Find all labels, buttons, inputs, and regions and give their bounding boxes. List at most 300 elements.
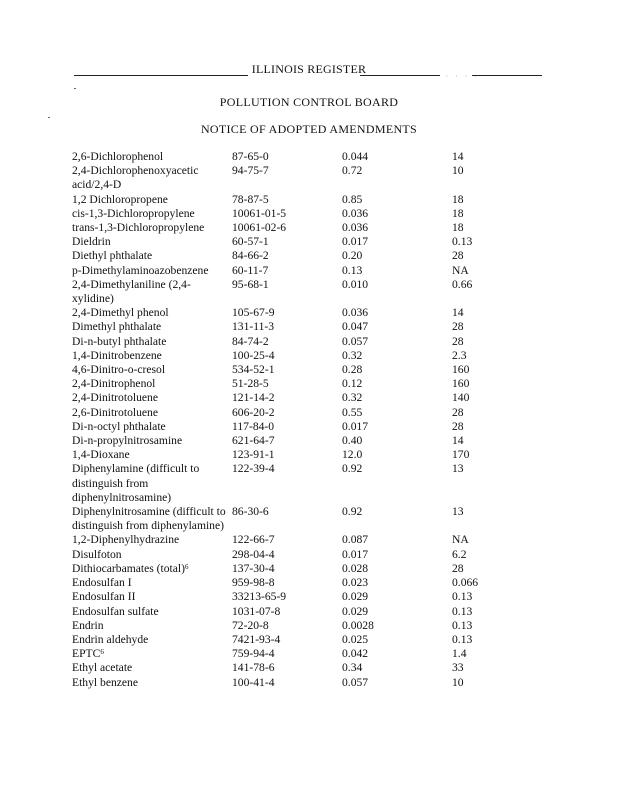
cas-number-text: 105-67-9 [232, 306, 275, 320]
table-row [72, 448, 522, 462]
cas-number [232, 619, 342, 633]
wastewater-value-text: 0.85 [342, 192, 363, 206]
wastewater-value-text: 0.087 [342, 533, 369, 547]
cas-number-text: 33213-65-9 [232, 590, 287, 604]
scan-speck [48, 117, 50, 118]
constituent-name-text: Dithiocarbamates (total) [72, 561, 185, 575]
board-title: POLLUTION CONTROL BOARD [219, 95, 399, 109]
constituent-name-text: Diethyl phthalate [72, 249, 153, 263]
table-row [72, 505, 522, 533]
nonwastewater-value [452, 320, 522, 334]
constituent-name-text: Dieldrin [72, 235, 111, 249]
cas-number [232, 164, 342, 192]
wastewater-value-text: 0.20 [342, 249, 363, 263]
nonwastewater-value-text: 170 [452, 448, 470, 462]
cas-number-text: 122-66-7 [232, 533, 275, 547]
table-row [72, 576, 522, 590]
constituent-name-text: 1,2-Diphenylhydrazine [72, 533, 180, 547]
table-row [72, 193, 522, 207]
wastewater-value [342, 505, 452, 533]
table-row [72, 391, 522, 405]
notice-title: NOTICE OF ADOPTED AMENDMENTS [200, 122, 418, 136]
constituent-name-text: Endosulfan II [72, 590, 136, 604]
nonwastewater-value [452, 505, 522, 533]
constituent-name [72, 462, 232, 505]
wastewater-value-text: 0.044 [342, 150, 369, 163]
nonwastewater-value-text: 28 [452, 334, 464, 348]
constituent-name-text: Endosulfan I [72, 576, 132, 590]
constituent-name [72, 363, 232, 377]
cas-number [232, 548, 342, 562]
cas-number [232, 434, 342, 448]
wastewater-value-text: 0.029 [342, 604, 369, 618]
wastewater-value [342, 349, 452, 363]
cas-number-text: 84-74-2 [232, 334, 269, 348]
cas-number [232, 633, 342, 647]
nonwastewater-value [452, 377, 522, 391]
constituent-name [72, 548, 232, 562]
nonwastewater-value [452, 221, 522, 235]
cas-number [232, 420, 342, 434]
wastewater-value-text: 0.32 [342, 348, 363, 362]
cas-number-text: 131-11-3 [232, 320, 275, 334]
scan-speck [74, 88, 76, 89]
cas-number [232, 264, 342, 278]
table-row [72, 249, 522, 263]
nonwastewater-value-text: 33 [452, 661, 464, 675]
constituent-name-text: Ethyl acetate [72, 661, 133, 675]
wastewater-value-text: 0.036 [342, 306, 369, 320]
wastewater-value [342, 406, 452, 420]
cas-number [232, 221, 342, 235]
wastewater-value [342, 533, 452, 547]
nonwastewater-value-text: 18 [452, 206, 464, 220]
table-row [72, 619, 522, 633]
constituent-name [72, 406, 232, 420]
cas-number-text: 95-68-1 [232, 277, 269, 291]
wastewater-value-text: 0.92 [342, 505, 363, 519]
constituent-name-text: 2,4-Dimethylaniline (2,4-xylidine) [72, 277, 191, 306]
wastewater-value [342, 306, 452, 320]
table-row [72, 462, 522, 505]
wastewater-value-text: 0.036 [342, 206, 369, 220]
cas-number [232, 335, 342, 349]
table-row [72, 661, 522, 675]
table-row [72, 533, 522, 547]
nonwastewater-value-text: 6.2 [452, 547, 467, 561]
cas-number-text: 621-64-7 [232, 434, 275, 448]
nonwastewater-value-text: 0.66 [452, 277, 473, 291]
constituent-name-text: 1,4-Dinitrobenzene [72, 348, 162, 362]
constituent-name [72, 349, 232, 363]
constituent-name [72, 278, 232, 306]
constituent-name [72, 676, 232, 690]
nonwastewater-value-text: 14 [452, 434, 464, 448]
constituent-name [72, 235, 232, 249]
nonwastewater-value [452, 363, 522, 377]
constituent-name [72, 505, 232, 533]
wastewater-value [342, 377, 452, 391]
wastewater-value [342, 590, 452, 604]
wastewater-value [342, 221, 452, 235]
nonwastewater-value-text: 160 [452, 377, 470, 391]
wastewater-value-text: 0.55 [342, 405, 363, 419]
constituent-name [72, 434, 232, 448]
cas-number-text: 10061-01-5 [232, 206, 287, 220]
wastewater-value [342, 434, 452, 448]
constituent-name [72, 590, 232, 604]
nonwastewater-value [452, 562, 522, 576]
constituent-name-text: EPTC [72, 647, 101, 661]
cas-number [232, 647, 342, 661]
cas-number-text: 7421-93-4 [232, 632, 281, 646]
nonwastewater-value-text: 1.4 [452, 647, 467, 661]
nonwastewater-value [452, 420, 522, 434]
nonwastewater-value [452, 462, 522, 505]
wastewater-value [342, 676, 452, 690]
constituent-name-text: Endrin [72, 618, 104, 632]
cas-number-text: 959-98-8 [232, 576, 275, 590]
nonwastewater-value [452, 249, 522, 263]
cas-number [232, 533, 342, 547]
table-row [72, 377, 522, 391]
nonwastewater-value [452, 661, 522, 675]
wastewater-value-text: 0.12 [342, 377, 363, 391]
nonwastewater-value-text: 13 [452, 505, 464, 519]
cas-number-text: 60-57-1 [232, 235, 269, 249]
nonwastewater-value-text: 0.13 [452, 235, 473, 249]
constituent-name [72, 533, 232, 547]
wastewater-value [342, 235, 452, 249]
cas-number-text: 87-65-0 [232, 150, 269, 163]
cas-number [232, 349, 342, 363]
constituent-name-text: 1,2 Dichloropropene [72, 192, 168, 206]
wastewater-value-text: 0.023 [342, 576, 369, 590]
nonwastewater-value [452, 264, 522, 278]
constituent-name-text: Diphenylnitrosamine (difficult to distinguish from diphenylamine) [72, 505, 226, 533]
nonwastewater-value [452, 349, 522, 363]
constituent-name-text: Disulfoton [72, 547, 122, 561]
constituent-name-text: Di-n-octyl phthalate [72, 419, 166, 433]
cas-number-text: 121-14-2 [232, 391, 275, 405]
nonwastewater-value-text: 28 [452, 419, 464, 433]
nonwastewater-value-text: 28 [452, 561, 464, 575]
cas-number [232, 661, 342, 675]
nonwastewater-value-text: 0.13 [452, 590, 473, 604]
nonwastewater-value-text: 14 [452, 306, 464, 320]
nonwastewater-value-text: 0.13 [452, 632, 473, 646]
constituent-name [72, 207, 232, 221]
cas-number-text: 298-04-4 [232, 547, 275, 561]
table-row [72, 676, 522, 690]
wastewater-value [342, 448, 452, 462]
wastewater-value [342, 249, 452, 263]
wastewater-value-text: 0.025 [342, 632, 369, 646]
header-rule-dots: · · · · [446, 74, 480, 80]
table-row [72, 548, 522, 562]
wastewater-value-text: 0.028 [342, 561, 369, 575]
wastewater-value-text: 0.017 [342, 235, 369, 249]
constituent-name [72, 576, 232, 590]
register-title: ILLINOIS REGISTER [251, 62, 367, 76]
table-row [72, 605, 522, 619]
nonwastewater-value-text: NA [452, 263, 469, 277]
table-row [72, 349, 522, 363]
wastewater-value-text: 0.036 [342, 221, 369, 235]
nonwastewater-value [452, 676, 522, 690]
wastewater-value-text: 0.13 [342, 263, 363, 277]
cas-number-text: 123-91-1 [232, 448, 275, 462]
constituent-name-text: 1,4-Dioxane [72, 448, 130, 462]
wastewater-value-text: 0.28 [342, 363, 363, 377]
nonwastewater-value-text: 0.13 [452, 618, 473, 632]
constituent-name-text: p-Dimethylaminoazobenzene [72, 263, 209, 277]
constituent-name-text: 2,6-Dinitrotoluene [72, 405, 158, 419]
constituent-name-text: 2,4-Dinitrophenol [72, 377, 156, 391]
constituent-name-text: Di-n-butyl phthalate [72, 334, 167, 348]
constituent-name [72, 633, 232, 647]
wastewater-value-text: 0.057 [342, 334, 369, 348]
wastewater-value-text: 0.0028 [342, 618, 374, 632]
nonwastewater-value [452, 207, 522, 221]
wastewater-value [342, 264, 452, 278]
table-row [72, 590, 522, 604]
cas-number [232, 278, 342, 306]
wastewater-value [342, 335, 452, 349]
constituent-name [72, 377, 232, 391]
cas-number [232, 448, 342, 462]
table-row [72, 306, 522, 320]
constituent-name [72, 264, 232, 278]
constituent-name-text: 2,6-Dichlorophenol [72, 150, 164, 163]
nonwastewater-value [452, 306, 522, 320]
wastewater-value [342, 647, 452, 661]
nonwastewater-value [452, 647, 522, 661]
wastewater-value-text: 0.40 [342, 434, 363, 448]
cas-number-text: 141-78-6 [232, 661, 275, 675]
table-row [72, 647, 522, 661]
wastewater-value-text: 0.72 [342, 164, 363, 178]
table-row [72, 264, 522, 278]
cas-number-text: 606-20-2 [232, 405, 275, 419]
constituent-name-text: Di-n-propylnitrosamine [72, 434, 183, 448]
constituent-name [72, 164, 232, 192]
wastewater-value-text: 0.92 [342, 462, 363, 476]
cas-number [232, 363, 342, 377]
cas-number-text: 60-11-7 [232, 263, 269, 277]
table-row [72, 434, 522, 448]
nonwastewater-value [452, 448, 522, 462]
nonwastewater-value [452, 278, 522, 306]
constituent-name [72, 306, 232, 320]
cas-number [232, 377, 342, 391]
constituent-name [72, 193, 232, 207]
constituent-name [72, 391, 232, 405]
wastewater-value-text: 0.057 [342, 675, 369, 689]
cas-number [232, 676, 342, 690]
table-row [72, 235, 522, 249]
nonwastewater-value [452, 548, 522, 562]
constituent-name [72, 320, 232, 334]
cas-number-text: 94-75-7 [232, 164, 269, 178]
cas-number [232, 576, 342, 590]
constituent-table [72, 150, 522, 690]
nonwastewater-value-text: 140 [452, 391, 470, 405]
nonwastewater-value-text: 0.13 [452, 604, 473, 618]
nonwastewater-value-text: 18 [452, 221, 464, 235]
constituent-name-text: 4,6-Dinitro-o-cresol [72, 363, 166, 377]
nonwastewater-value-text: 18 [452, 192, 464, 206]
nonwastewater-value [452, 335, 522, 349]
wastewater-value-text: 0.010 [342, 277, 369, 291]
cas-number-text: 137-30-4 [232, 561, 275, 575]
wastewater-value [342, 193, 452, 207]
cas-number [232, 320, 342, 334]
cas-number [232, 193, 342, 207]
wastewater-value [342, 562, 452, 576]
constituent-name-text: Dimethyl phthalate [72, 320, 162, 334]
table-row [72, 633, 522, 647]
table-row [72, 320, 522, 334]
wastewater-value [342, 548, 452, 562]
constituent-name [72, 562, 232, 576]
nonwastewater-value-text: 10 [452, 164, 464, 178]
cas-number-text: 51-28-5 [232, 377, 269, 391]
nonwastewater-value-text: 2.3 [452, 348, 467, 362]
constituent-name-text: trans-1,3-Dichloropropylene [72, 221, 205, 235]
nonwastewater-value [452, 164, 522, 192]
nonwastewater-value-text: 28 [452, 249, 464, 263]
wastewater-value [342, 164, 452, 192]
table-row [72, 164, 522, 192]
table-row [72, 221, 522, 235]
nonwastewater-value [452, 391, 522, 405]
constituent-name-text: 2,4-Dinitrotoluene [72, 391, 158, 405]
table-row [72, 562, 522, 576]
nonwastewater-value [452, 590, 522, 604]
constituent-name-text: cis-1,3-Dichloropropylene [72, 206, 195, 220]
cas-number [232, 235, 342, 249]
cas-number-text: 534-52-1 [232, 363, 275, 377]
nonwastewater-value [452, 605, 522, 619]
nonwastewater-value [452, 406, 522, 420]
cas-number [232, 207, 342, 221]
table-body [72, 150, 522, 690]
cas-number [232, 406, 342, 420]
constituent-name [72, 605, 232, 619]
wastewater-value [342, 207, 452, 221]
cas-number-text: 86-30-6 [232, 505, 269, 519]
cas-number-text: 759-94-4 [232, 647, 275, 661]
nonwastewater-value-text: 14 [452, 150, 464, 163]
constituent-name-text: Ethyl benzene [72, 675, 138, 689]
nonwastewater-value [452, 434, 522, 448]
wastewater-value-text: 0.34 [342, 661, 363, 675]
nonwastewater-value-text: NA [452, 533, 469, 547]
constituent-name [72, 335, 232, 349]
nonwastewater-value-text: 10 [452, 675, 464, 689]
wastewater-value-text: 0.017 [342, 547, 369, 561]
cas-number [232, 462, 342, 505]
constituent-name-text: 2,4-Dimethyl phenol [72, 306, 169, 320]
cas-number [232, 306, 342, 320]
wastewater-value-text: 0.029 [342, 590, 369, 604]
table-row [72, 207, 522, 221]
cas-number-text: 84-66-2 [232, 249, 269, 263]
cas-number-text: 100-41-4 [232, 675, 275, 689]
nonwastewater-value-text: 28 [452, 320, 464, 334]
wastewater-value [342, 605, 452, 619]
table-row [72, 150, 522, 164]
cas-number-text: 117-84-0 [232, 419, 275, 433]
constituent-name [72, 619, 232, 633]
cas-number [232, 150, 342, 164]
constituent-name [72, 420, 232, 434]
cas-number-text: 1031-07-8 [232, 604, 281, 618]
wastewater-value [342, 661, 452, 675]
nonwastewater-value-text: 0.066 [452, 576, 479, 590]
cas-number-text: 78-87-5 [232, 192, 269, 206]
constituent-name-text: 2,4-Dichlorophenoxyacetic acid/2,4-D [72, 164, 199, 192]
constituent-name [72, 249, 232, 263]
wastewater-value-text: 0.047 [342, 320, 369, 334]
table-row [72, 363, 522, 377]
nonwastewater-value [452, 193, 522, 207]
wastewater-value-text: 0.32 [342, 391, 363, 405]
nonwastewater-value [452, 235, 522, 249]
wastewater-value-text: 0.042 [342, 647, 369, 661]
cas-number [232, 249, 342, 263]
footnote-marker: 6 [185, 562, 189, 571]
table-row [72, 420, 522, 434]
wastewater-value [342, 576, 452, 590]
cas-number [232, 590, 342, 604]
constituent-name [72, 221, 232, 235]
cas-number [232, 605, 342, 619]
cas-number-text: 122-39-4 [232, 462, 275, 476]
cas-number [232, 562, 342, 576]
table-row [72, 335, 522, 349]
footnote-marker: 6 [100, 648, 104, 657]
nonwastewater-value [452, 619, 522, 633]
wastewater-value [342, 420, 452, 434]
cas-number-text: 72-20-8 [232, 618, 269, 632]
wastewater-value [342, 391, 452, 405]
wastewater-value [342, 633, 452, 647]
wastewater-value [342, 150, 452, 164]
wastewater-value-text: 12.0 [342, 448, 363, 462]
constituent-name-text: Endrin aldehyde [72, 632, 149, 646]
table-row [72, 406, 522, 420]
wastewater-value [342, 462, 452, 505]
wastewater-value [342, 278, 452, 306]
cas-number-text: 10061-02-6 [232, 221, 287, 235]
nonwastewater-value [452, 533, 522, 547]
cas-number [232, 391, 342, 405]
constituent-name-text: Endosulfan sulfate [72, 604, 159, 618]
wastewater-value [342, 619, 452, 633]
table-row [72, 278, 522, 306]
cas-number [232, 505, 342, 533]
cas-number-text: 100-25-4 [232, 348, 275, 362]
nonwastewater-value [452, 576, 522, 590]
constituent-name [72, 150, 232, 164]
nonwastewater-value-text: 160 [452, 363, 470, 377]
constituent-name-text: Diphenylamine (difficult to distinguish from diphenylnitrosamine) [72, 462, 200, 504]
nonwastewater-value [452, 150, 522, 164]
constituent-name [72, 661, 232, 675]
wastewater-value [342, 363, 452, 377]
